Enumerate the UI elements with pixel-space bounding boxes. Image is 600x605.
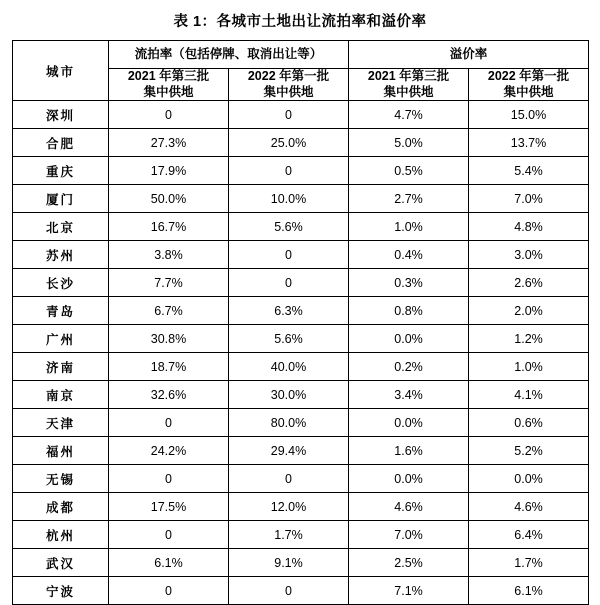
- column-subheader-4: [469, 69, 589, 101]
- row-value: 1.7%: [229, 521, 349, 549]
- row-value: 0.0%: [349, 409, 469, 437]
- row-value: 0.8%: [349, 297, 469, 325]
- row-value: 0: [109, 409, 229, 437]
- column-subheader-1-line2: 集中供地: [143, 84, 194, 99]
- table-row: [13, 213, 589, 241]
- table-row: [13, 157, 589, 185]
- row-city: 苏州: [13, 241, 109, 269]
- row-value: 0: [229, 465, 349, 493]
- row-city: 福州: [13, 437, 109, 465]
- table-row: [13, 241, 589, 269]
- table-header: [13, 41, 589, 101]
- row-city: 成都: [13, 493, 109, 521]
- row-city: 北京: [13, 213, 109, 241]
- row-value: 4.6%: [469, 493, 589, 521]
- row-value: 50.0%: [109, 185, 229, 213]
- row-city: 重庆: [13, 157, 109, 185]
- row-value: 5.4%: [469, 157, 589, 185]
- row-value: 6.7%: [109, 297, 229, 325]
- table-row: [13, 353, 589, 381]
- row-value: 30.0%: [229, 381, 349, 409]
- row-value: 0: [229, 269, 349, 297]
- row-value: 0.0%: [349, 325, 469, 353]
- column-subheader-1: [109, 69, 229, 101]
- row-city: 杭州: [13, 521, 109, 549]
- row-city: 无锡: [13, 465, 109, 493]
- table-row: [13, 437, 589, 465]
- column-subheader-2-line1: 2022 年第一批: [247, 69, 330, 83]
- row-value: 2.7%: [349, 185, 469, 213]
- column-subheader-3-line2: 集中供地: [383, 84, 434, 99]
- column-group-header-premium-rate: 溢价率: [349, 41, 589, 69]
- row-city: 天津: [13, 409, 109, 437]
- row-value: 0.2%: [349, 353, 469, 381]
- row-value: 1.6%: [349, 437, 469, 465]
- row-value: 80.0%: [229, 409, 349, 437]
- land-auction-table: [12, 40, 589, 605]
- column-subheader-4-line1: 2022 年第一批: [487, 69, 570, 83]
- row-value: 0: [109, 465, 229, 493]
- column-subheader-2-line2: 集中供地: [263, 84, 314, 99]
- row-value: 2.5%: [349, 549, 469, 577]
- column-subheader-3-line1: 2021 年第三批: [367, 69, 450, 83]
- row-value: 6.1%: [469, 577, 589, 605]
- row-value: 0: [109, 101, 229, 129]
- row-value: 7.0%: [469, 185, 589, 213]
- table-row: [13, 409, 589, 437]
- row-value: 6.3%: [229, 297, 349, 325]
- row-value: 27.3%: [109, 129, 229, 157]
- table-row: [13, 129, 589, 157]
- row-value: 7.7%: [109, 269, 229, 297]
- row-value: 4.8%: [469, 213, 589, 241]
- row-city: 武汉: [13, 549, 109, 577]
- row-value: 6.1%: [109, 549, 229, 577]
- table-header-row-groups: [13, 41, 589, 69]
- row-value: 18.7%: [109, 353, 229, 381]
- column-group-header-failure-rate: 流拍率（包括停牌、取消出让等）: [109, 41, 349, 69]
- row-value: 5.6%: [229, 213, 349, 241]
- row-value: 0.5%: [349, 157, 469, 185]
- column-subheader-2: [229, 69, 349, 101]
- row-value: 0.6%: [469, 409, 589, 437]
- row-city: 青岛: [13, 297, 109, 325]
- row-value: 1.0%: [349, 213, 469, 241]
- row-city: 深圳: [13, 101, 109, 129]
- row-value: 0: [109, 577, 229, 605]
- row-value: 0.4%: [349, 241, 469, 269]
- table-row: [13, 325, 589, 353]
- row-value: 3.0%: [469, 241, 589, 269]
- table-row: [13, 493, 589, 521]
- row-value: 3.8%: [109, 241, 229, 269]
- table-row: [13, 297, 589, 325]
- table-row: [13, 269, 589, 297]
- page-title: 表 1：各城市土地出让流拍率和溢价率: [173, 14, 427, 30]
- row-value: 0: [229, 241, 349, 269]
- row-value: 16.7%: [109, 213, 229, 241]
- row-value: 5.2%: [469, 437, 589, 465]
- table-row: [13, 381, 589, 409]
- row-value: 9.1%: [229, 549, 349, 577]
- table-row: [13, 577, 589, 605]
- row-city: 济南: [13, 353, 109, 381]
- row-city: 厦门: [13, 185, 109, 213]
- column-header-city: 城市: [13, 41, 109, 101]
- row-value: 5.0%: [349, 129, 469, 157]
- table-row: [13, 101, 589, 129]
- row-value: 40.0%: [229, 353, 349, 381]
- row-value: 4.7%: [349, 101, 469, 129]
- row-value: 30.8%: [109, 325, 229, 353]
- table-row: [13, 185, 589, 213]
- row-value: 10.0%: [229, 185, 349, 213]
- table-row: [13, 549, 589, 577]
- row-value: 13.7%: [469, 129, 589, 157]
- row-value: 15.0%: [469, 101, 589, 129]
- row-value: 0: [229, 157, 349, 185]
- row-value: 3.4%: [349, 381, 469, 409]
- row-value: 5.6%: [229, 325, 349, 353]
- table-row: [13, 465, 589, 493]
- row-value: 2.0%: [469, 297, 589, 325]
- row-value: 0: [229, 577, 349, 605]
- row-value: 4.1%: [469, 381, 589, 409]
- row-value: 1.0%: [469, 353, 589, 381]
- row-value: 7.1%: [349, 577, 469, 605]
- row-value: 0.3%: [349, 269, 469, 297]
- row-value: 0.0%: [349, 465, 469, 493]
- row-city: 长沙: [13, 269, 109, 297]
- row-value: 12.0%: [229, 493, 349, 521]
- row-value: 2.6%: [469, 269, 589, 297]
- row-value: 0: [229, 101, 349, 129]
- row-value: 4.6%: [349, 493, 469, 521]
- table-body: [13, 101, 589, 605]
- column-subheader-3: [349, 69, 469, 101]
- row-value: 17.5%: [109, 493, 229, 521]
- row-value: 6.4%: [469, 521, 589, 549]
- column-subheader-1-line1: 2021 年第三批: [127, 69, 210, 83]
- row-value: 1.2%: [469, 325, 589, 353]
- row-value: 17.9%: [109, 157, 229, 185]
- row-value: 0: [109, 521, 229, 549]
- row-value: 24.2%: [109, 437, 229, 465]
- table-row: [13, 521, 589, 549]
- row-value: 29.4%: [229, 437, 349, 465]
- row-value: 32.6%: [109, 381, 229, 409]
- row-city: 南京: [13, 381, 109, 409]
- row-value: 7.0%: [349, 521, 469, 549]
- row-value: 25.0%: [229, 129, 349, 157]
- row-city: 宁波: [13, 577, 109, 605]
- row-value: 0.0%: [469, 465, 589, 493]
- row-city: 广州: [13, 325, 109, 353]
- column-subheader-4-line2: 集中供地: [503, 84, 554, 99]
- row-city: 合肥: [13, 129, 109, 157]
- row-value: 1.7%: [469, 549, 589, 577]
